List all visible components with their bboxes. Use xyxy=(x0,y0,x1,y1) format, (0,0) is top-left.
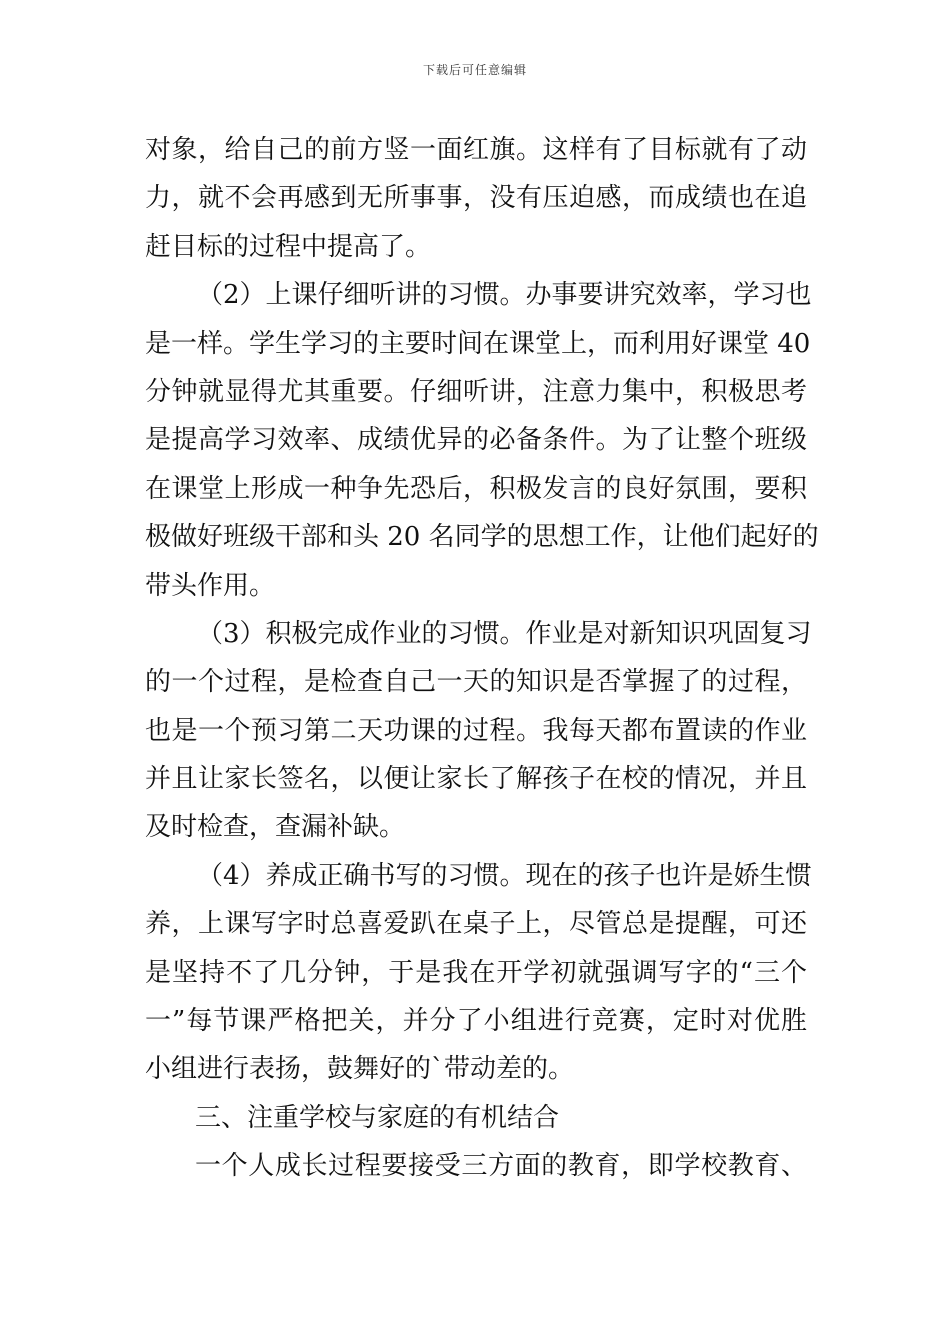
text-line: 力，就不会再感到无所事事，没有压迫感，而成绩也在追 xyxy=(145,183,807,214)
text-line: 是坚持不了几分钟，于是我在开学初就强调写字的“三个 xyxy=(145,957,807,988)
text-line: 是提高学习效率、成绩优异的必备条件。为了让整个班级 xyxy=(145,425,807,456)
paragraph-start-line: （4）养成正确书写的习惯。现在的孩子也许是娇生惯 xyxy=(197,860,812,891)
text-line: 带头作用。 xyxy=(145,570,276,601)
text-line: 的一个过程，是检查自己一天的知识是否掌握了的过程， xyxy=(145,667,807,698)
page-header: 下载后可任意编辑 xyxy=(422,63,527,77)
paragraph-start-line: （2）上课仔细听讲的习惯。办事要讲究效率，学习也 xyxy=(197,280,812,311)
text-line: 也是一个预习第二天功课的过程。我每天都布置读的作业 xyxy=(145,715,807,746)
section-heading: 三、注重学校与家庭的有机结合 xyxy=(195,1102,560,1133)
text-line: 养，上课写字时总喜爱趴在桌子上，尽管总是提醒，可还 xyxy=(145,909,807,940)
text-line: 一”每节课严格把关，并分了小组进行竞赛，定时对优胜 xyxy=(145,1006,807,1037)
text-line: 对象，给自己的前方竖一面红旗。这样有了目标就有了动 xyxy=(145,135,807,165)
paragraph-start-line: （3）积极完成作业的习惯。作业是对新知识巩固复习 xyxy=(197,618,812,649)
text-line: 是一样。学生学习的主要时间在课堂上，而利用好课堂 40 xyxy=(145,328,811,359)
text-line: 赶目标的过程中提高了。 xyxy=(145,231,432,262)
text-line: 及时检查，查漏补缺。 xyxy=(145,812,406,843)
paragraph-start-line: 一个人成长过程要接受三方面的教育，即学校教育、 xyxy=(195,1151,807,1182)
text-line: 在课堂上形成一种争先恐后，积极发言的良好氛围，要积 xyxy=(145,473,807,504)
document-body xyxy=(145,126,819,1191)
text-line: 并且让家长签名，以便让家长了解孩子在校的情况，并且 xyxy=(145,764,807,795)
text-line: 小组进行表扬，鼓舞好的`带动差的。 xyxy=(145,1054,575,1085)
text-line: 分钟就显得尤其重要。仔细听讲，注意力集中，积极思考 xyxy=(145,376,807,407)
text-line: 极做好班级干部和头 20 名同学的思想工作，让他们起好的 xyxy=(145,522,819,553)
